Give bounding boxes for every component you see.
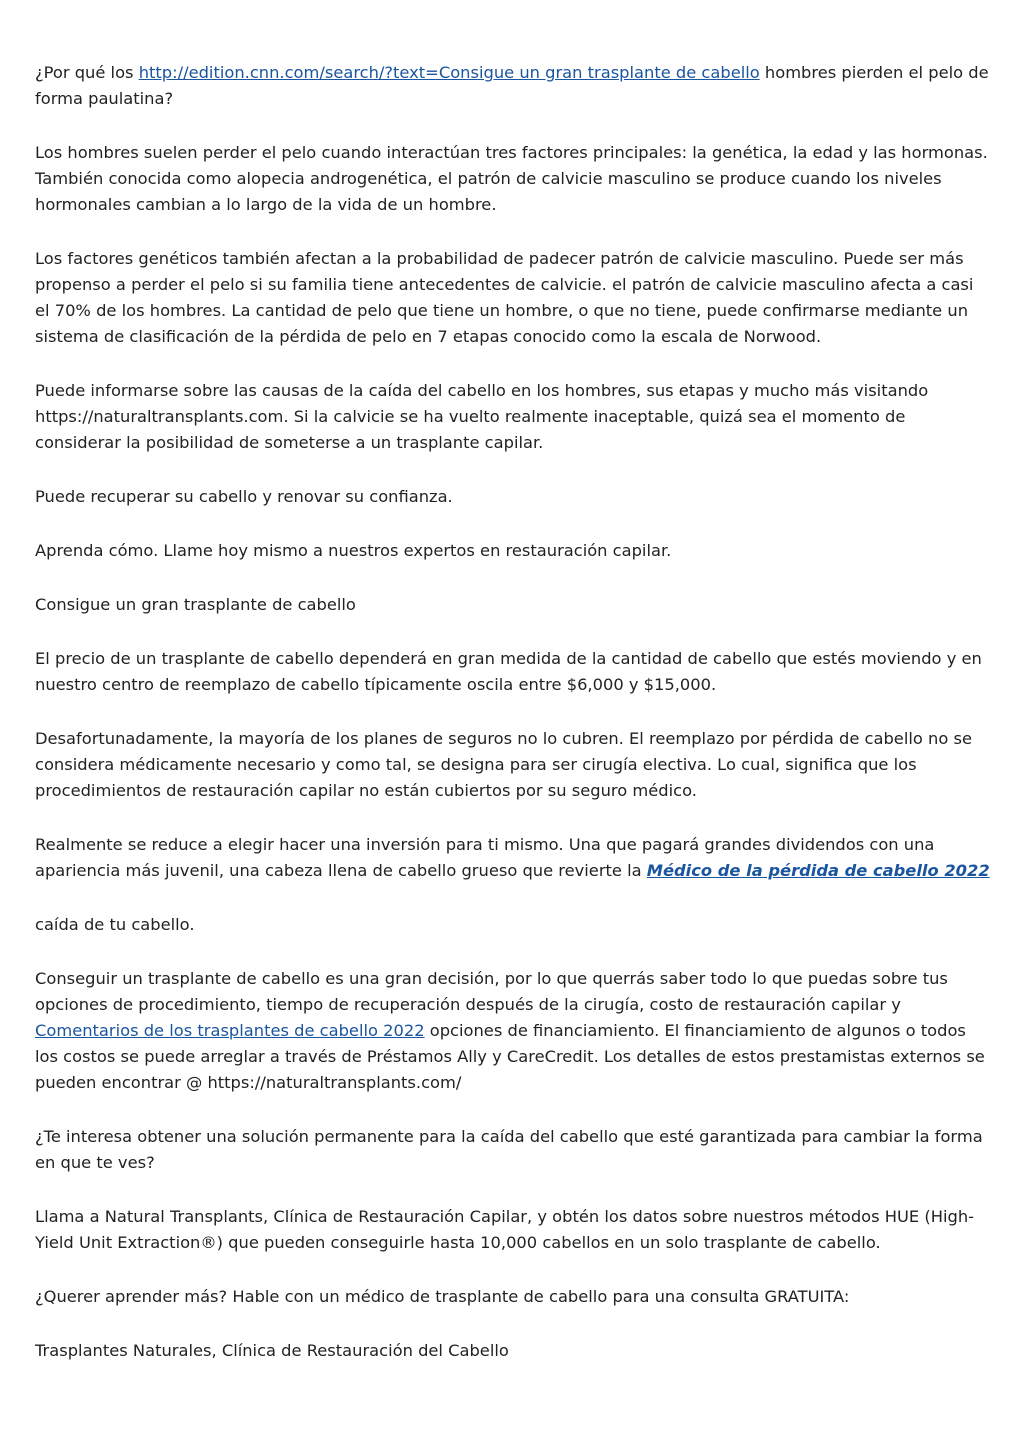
paragraph-factors: Los hombres suelen perder el pelo cuando interactúan tres factores principales: la genética, la edad y las hormonas. También conocida como alopecia androgenética, el patrón de calvicie masculino se produce cuando los niveles hormonales cambian a lo largo de la vida de un hombre. bbox=[35, 143, 988, 214]
paragraph-text: ¿Por qué los bbox=[35, 63, 139, 82]
hair-loss-doctor-link[interactable]: Médico de la pérdida de cabello 2022 bbox=[646, 861, 990, 880]
paragraph-text: hombres pierden el pelo de forma paulatina? bbox=[35, 63, 989, 108]
transplant-reviews-link[interactable]: Comentarios de los trasplantes de cabello 2022 bbox=[35, 1021, 425, 1040]
paragraph-clinic-name: Trasplantes Naturales, Clínica de Restauración del Cabello bbox=[35, 1341, 509, 1360]
paragraph-heading-transplant: Consigue un gran trasplante de cabello bbox=[35, 595, 356, 614]
paragraph-decision bbox=[35, 966, 990, 1096]
paragraph-learn-more: Puede informarse sobre las causas de la caída del cabello en los hombres, sus etapas y mucho más visitando https://naturaltransplants.com. Si la calvicie se ha vuelto realmente inaceptable, quizá sea el momento de considerar la posibilidad de someterse a un trasplante capilar. bbox=[35, 381, 929, 452]
paragraph-call-clinic: Llama a Natural Transplants, Clínica de Restauración Capilar, y obtén los datos sobre nuestros métodos HUE (High-Yield Unit Extraction®) que pueden conseguirle hasta 10,000 cabellos en un solo trasplante de cabello. bbox=[35, 1207, 975, 1252]
paragraph-price: El precio de un trasplante de cabello dependerá en gran medida de la cantidad de cabello que estés moviendo y en nuestro centro de reemplazo de cabello típicamente oscila entre $6,000 y $15,000. bbox=[35, 649, 982, 694]
paragraph-text: Realmente se reduce a elegir hacer una inversión para ti mismo. Una que pagará grandes dividendos con una apariencia más juvenil, una cabeza llena de cabello grueso que revierte la bbox=[35, 835, 935, 880]
paragraph-why-men-lose-hair bbox=[35, 60, 990, 112]
paragraph-hair-fall: caída de tu cabello. bbox=[35, 915, 195, 934]
paragraph-text: opciones de financiamiento. El financiamiento de algunos o todos los costos se puede arreglar a través de Préstamos Ally y CareCredit. Los detalles de estos prestamistas externos se pueden encontrar @ https://naturaltransplants.com/ bbox=[35, 1021, 985, 1092]
cnn-search-link[interactable]: http://edition.cnn.com/search/?text=Consigue un gran trasplante de cabello bbox=[138, 63, 760, 82]
paragraph-free-consult: ¿Querer aprender más? Hable con un médico de trasplante de cabello para una consulta GRATUITA: bbox=[35, 1287, 850, 1306]
paragraph-text: Conseguir un trasplante de cabello es una gran decisión, por lo que querrás saber todo lo que puedas sobre tus opciones de procedimiento, tiempo de recuperación después de la cirugía, costo de restauración capilar y bbox=[35, 969, 948, 1014]
paragraph-insurance: Desafortunadamente, la mayoría de los planes de seguros no lo cubren. El reemplazo por pérdida de cabello no se considera médicamente necesario y como tal, se designa para ser cirugía electiva. Lo cual, significa que los procedimientos de restauración capilar no están cubiertos por su seguro médico. bbox=[35, 729, 972, 800]
paragraph-investment bbox=[35, 832, 990, 884]
paragraph-permanent-solution: ¿Te interesa obtener una solución permanente para la caída del cabello que esté garantizada para cambiar la forma en que te ves? bbox=[35, 1127, 983, 1172]
paragraph-call-experts: Aprenda cómo. Llame hoy mismo a nuestros expertos en restauración capilar. bbox=[35, 541, 672, 560]
paragraph-genetics: Los factores genéticos también afectan a la probabilidad de padecer patrón de calvicie masculino. Puede ser más propenso a perder el pelo si su familia tiene antecedentes de calvicie. el patrón de calvicie masculino afecta a casi el 70% de los hombres. La cantidad de pelo que tiene un hombre, o que no tiene, puede confirmarse mediante un sistema de clasificación de la pérdida de pelo en 7 etapas conocido como la escala de Norwood. bbox=[35, 249, 974, 346]
paragraph-recover-hair: Puede recuperar su cabello y renovar su confianza. bbox=[35, 487, 453, 506]
